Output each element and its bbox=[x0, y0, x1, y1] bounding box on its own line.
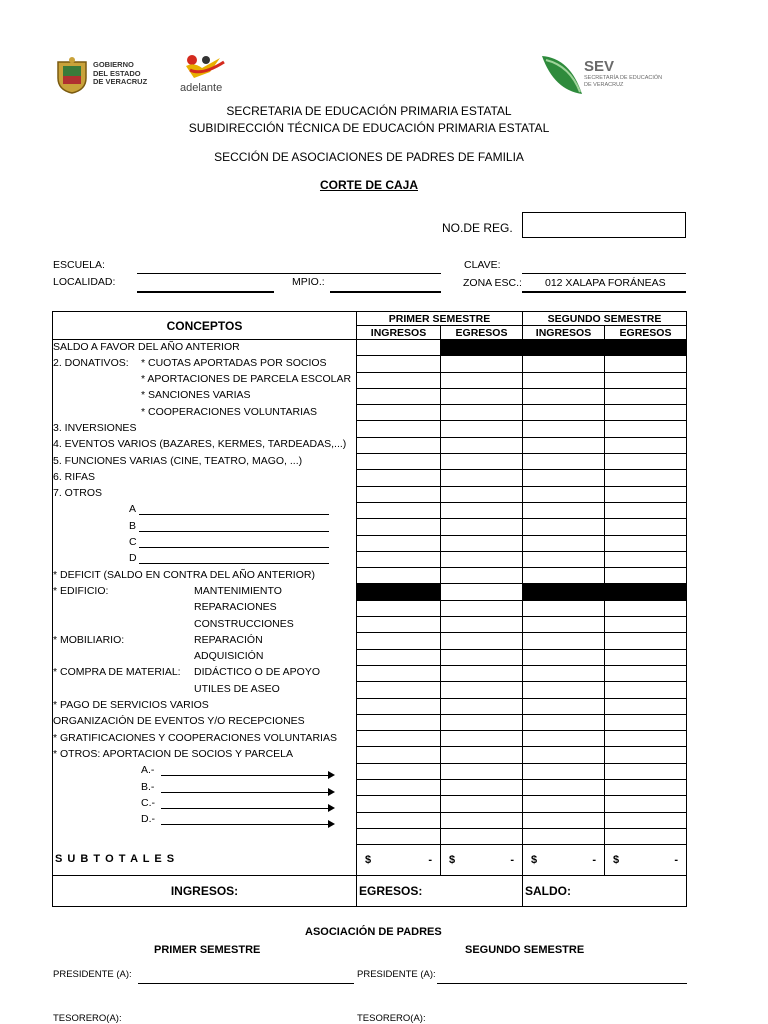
concept-sublabel: * APORTACIONES DE PARCELA ESCOLAR bbox=[141, 373, 352, 386]
concept-cell bbox=[53, 486, 357, 502]
concept-cell bbox=[53, 535, 357, 551]
amount-cell[interactable] bbox=[605, 714, 687, 730]
sev-logo bbox=[540, 52, 680, 98]
amount-cell[interactable] bbox=[523, 405, 605, 421]
amount-cell[interactable] bbox=[523, 649, 605, 665]
table-row bbox=[53, 502, 687, 518]
option-letter: C bbox=[129, 536, 137, 549]
amount-cell[interactable] bbox=[357, 731, 441, 747]
concept-cell bbox=[53, 747, 357, 763]
amount-cell[interactable] bbox=[357, 747, 441, 763]
amount-cell[interactable] bbox=[357, 780, 441, 796]
no-reg-label: NO.DE REG. bbox=[442, 221, 513, 235]
amount-cell[interactable] bbox=[605, 502, 687, 518]
presidente-label-1: PRESIDENTE (A): bbox=[53, 969, 132, 980]
ingresos-header-2: INGRESOS bbox=[523, 326, 605, 340]
amount-cell[interactable] bbox=[357, 617, 441, 633]
option-letter: B.- bbox=[141, 780, 155, 793]
amount-cell[interactable] bbox=[441, 682, 523, 698]
amount-cell[interactable] bbox=[605, 747, 687, 763]
table-row bbox=[53, 665, 687, 681]
clave-field[interactable] bbox=[522, 273, 686, 274]
amount-cell[interactable] bbox=[357, 682, 441, 698]
subtotal-value: - bbox=[674, 854, 678, 867]
amount-cell[interactable] bbox=[605, 763, 687, 779]
saldo-total-label: SALDO: bbox=[523, 876, 687, 907]
amount-cell[interactable] bbox=[357, 470, 441, 486]
amount-cell[interactable] bbox=[523, 568, 605, 584]
amount-cell[interactable] bbox=[523, 812, 605, 828]
option-letter: D bbox=[129, 552, 137, 565]
concept-cell bbox=[53, 714, 357, 730]
concept-label: 6. RIFAS bbox=[53, 470, 96, 483]
amount-cell[interactable] bbox=[523, 470, 605, 486]
amount-cell[interactable] bbox=[605, 568, 687, 584]
amount-cell[interactable] bbox=[523, 617, 605, 633]
concept-label: 5. FUNCIONES VARIAS (CINE, TEATRO, MAGO, ...) bbox=[53, 454, 303, 467]
amount-cell[interactable] bbox=[605, 405, 687, 421]
amount-cell[interactable] bbox=[605, 649, 687, 665]
table-row bbox=[53, 551, 687, 567]
amount-cell[interactable] bbox=[357, 698, 441, 714]
amount-cell[interactable] bbox=[441, 731, 523, 747]
amount-cell[interactable] bbox=[441, 665, 523, 681]
option-letter: C.- bbox=[141, 796, 155, 809]
amount-cell[interactable] bbox=[441, 340, 523, 356]
mpio-label: MPIO.: bbox=[292, 276, 325, 288]
zona-value: 012 XALAPA FORÁNEAS bbox=[545, 277, 666, 289]
concept-label: ORGANIZACIÓN DE EVENTOS Y/O RECEPCIONES bbox=[53, 715, 305, 728]
table-row bbox=[53, 731, 687, 747]
amount-cell[interactable] bbox=[357, 535, 441, 551]
amount-cell[interactable] bbox=[357, 388, 441, 404]
localidad-field[interactable] bbox=[137, 291, 274, 293]
table-row bbox=[53, 372, 687, 388]
amount-cell[interactable] bbox=[523, 502, 605, 518]
zona-label: ZONA ESC.: bbox=[463, 277, 522, 289]
concept-label: * EDIFICIO: bbox=[53, 584, 109, 597]
amount-cell[interactable] bbox=[441, 535, 523, 551]
zona-field[interactable] bbox=[522, 291, 686, 293]
concept-cell bbox=[53, 698, 357, 714]
concept-cell bbox=[53, 340, 357, 356]
amount-cell[interactable] bbox=[523, 519, 605, 535]
option-letter: B bbox=[129, 519, 137, 532]
amount-cell[interactable] bbox=[357, 437, 441, 453]
amount-cell[interactable] bbox=[441, 372, 523, 388]
amount-cell[interactable] bbox=[357, 372, 441, 388]
escuela-label: ESCUELA: bbox=[53, 259, 105, 271]
table-row bbox=[53, 796, 687, 812]
adelante-figure-icon bbox=[180, 52, 230, 82]
amount-cell[interactable] bbox=[605, 698, 687, 714]
concept-label: SALDO A FAVOR DEL AÑO ANTERIOR bbox=[53, 341, 240, 353]
table-row bbox=[53, 698, 687, 714]
concept-sublabel: * COOPERACIONES VOLUNTARIAS bbox=[141, 405, 318, 418]
egresos-header-2: EGRESOS bbox=[605, 326, 687, 340]
table-row bbox=[53, 682, 687, 698]
sev-sub-2: DE VERACRUZ bbox=[584, 81, 624, 88]
amount-cell[interactable] bbox=[523, 551, 605, 567]
concept-cell bbox=[53, 356, 357, 372]
amount-cell[interactable] bbox=[441, 633, 523, 649]
table-row bbox=[53, 780, 687, 796]
concept-label: * GRATIFICACIONES Y COOPERACIONES VOLUNTARIAS bbox=[53, 731, 337, 744]
amount-cell[interactable] bbox=[357, 796, 441, 812]
concept-label: 2. DONATIVOS: bbox=[53, 356, 129, 369]
amount-cell[interactable] bbox=[357, 714, 441, 730]
concept-cell bbox=[53, 519, 357, 535]
option-line[interactable] bbox=[139, 563, 329, 564]
concept-cell bbox=[53, 454, 357, 470]
amount-cell[interactable] bbox=[357, 454, 441, 470]
amount-cell[interactable] bbox=[523, 828, 605, 844]
amount-cell[interactable] bbox=[357, 828, 441, 844]
egresos-header-1: EGRESOS bbox=[441, 326, 523, 340]
amount-cell[interactable] bbox=[357, 763, 441, 779]
concept-sublabel: MANTENIMIENTO bbox=[194, 584, 282, 597]
amount-cell[interactable] bbox=[357, 551, 441, 567]
amount-cell[interactable] bbox=[357, 649, 441, 665]
table-row bbox=[53, 454, 687, 470]
concept-cell bbox=[53, 682, 357, 698]
adelante-logo bbox=[178, 52, 238, 96]
table-row bbox=[53, 812, 687, 828]
amount-cell[interactable] bbox=[441, 502, 523, 518]
amount-cell[interactable] bbox=[441, 388, 523, 404]
concept-cell bbox=[53, 649, 357, 665]
amount-cell[interactable] bbox=[605, 486, 687, 502]
amount-cell[interactable] bbox=[357, 519, 441, 535]
amount-cell[interactable] bbox=[523, 437, 605, 453]
header-line-1: SECRETARIA DE EDUCACIÓN PRIMARIA ESTATAL bbox=[226, 104, 512, 118]
concept-sublabel: * CUOTAS APORTADAS POR SOCIOS bbox=[141, 356, 327, 369]
amount-cell[interactable] bbox=[357, 340, 441, 356]
amount-cell[interactable] bbox=[605, 633, 687, 649]
concept-sublabel: CONSTRUCCIONES bbox=[194, 617, 294, 630]
localidad-label: LOCALIDAD: bbox=[53, 276, 116, 288]
concept-label: * DEFICIT (SALDO EN CONTRA DEL AÑO ANTERIOR) bbox=[53, 568, 315, 581]
concept-cell bbox=[53, 780, 357, 796]
amount-cell[interactable] bbox=[441, 584, 523, 600]
amount-cell[interactable] bbox=[441, 470, 523, 486]
concept-cell bbox=[53, 828, 357, 844]
option-letter: A bbox=[129, 503, 137, 516]
concept-label: 3. INVERSIONES bbox=[53, 421, 137, 434]
amount-cell[interactable] bbox=[357, 486, 441, 502]
concept-cell bbox=[53, 600, 357, 616]
table-row bbox=[53, 617, 687, 633]
amount-cell[interactable] bbox=[357, 600, 441, 616]
table-row bbox=[53, 763, 687, 779]
gobierno-text-2: DEL ESTADO bbox=[93, 68, 141, 78]
amount-cell[interactable] bbox=[441, 568, 523, 584]
amount-cell[interactable] bbox=[523, 780, 605, 796]
header-line-2: SUBIDIRECCIÓN TÉCNICA DE EDUCACIÓN PRIMARIA ESTATAL bbox=[188, 121, 550, 135]
concept-cell bbox=[53, 633, 357, 649]
amount-cell[interactable] bbox=[441, 486, 523, 502]
amount-cell[interactable] bbox=[605, 388, 687, 404]
concept-cell bbox=[53, 388, 357, 404]
sev-sub-1: SECRETARÍA DE EDUCACIÓN bbox=[584, 75, 663, 81]
amount-cell[interactable] bbox=[441, 714, 523, 730]
concept-label: * MOBILIARIO: bbox=[53, 633, 125, 646]
amount-cell[interactable] bbox=[605, 780, 687, 796]
ingresos-header-1: INGRESOS bbox=[357, 326, 441, 340]
table-row bbox=[53, 340, 687, 356]
footer-primer-semestre: PRIMER SEMESTRE bbox=[154, 944, 261, 956]
footer-segundo-semestre: SEGUNDO SEMESTRE bbox=[465, 944, 585, 956]
currency-symbol: $ bbox=[365, 854, 372, 867]
amount-cell[interactable] bbox=[605, 600, 687, 616]
amount-cell[interactable] bbox=[357, 584, 441, 600]
concept-sublabel: REPARACIÓN bbox=[194, 633, 263, 646]
amount-cell[interactable] bbox=[441, 812, 523, 828]
amount-cell[interactable] bbox=[523, 796, 605, 812]
amount-cell[interactable] bbox=[441, 437, 523, 453]
gobierno-logo bbox=[54, 56, 164, 94]
table-row bbox=[53, 747, 687, 763]
escuela-field[interactable] bbox=[137, 273, 441, 274]
amount-cell[interactable] bbox=[357, 812, 441, 828]
primer-semestre-header: PRIMER SEMESTRE bbox=[357, 312, 523, 326]
concept-label: * OTROS: APORTACION DE SOCIOS Y PARCELA bbox=[53, 747, 294, 760]
amount-cell[interactable] bbox=[605, 470, 687, 486]
concept-cell bbox=[53, 763, 357, 779]
amount-cell[interactable] bbox=[605, 372, 687, 388]
concept-sublabel: UTILES DE ASEO bbox=[194, 682, 280, 695]
table-row bbox=[53, 470, 687, 486]
subtotal-egresos-2 bbox=[605, 845, 687, 876]
concept-cell bbox=[53, 421, 357, 437]
gobierno-text-3: DE VERACRUZ bbox=[93, 77, 148, 86]
amount-cell[interactable] bbox=[605, 551, 687, 567]
option-line[interactable] bbox=[139, 514, 329, 515]
amount-cell[interactable] bbox=[441, 519, 523, 535]
amount-cell[interactable] bbox=[605, 454, 687, 470]
amount-cell[interactable] bbox=[605, 519, 687, 535]
amount-cell[interactable] bbox=[357, 405, 441, 421]
presidente-label-2: PRESIDENTE (A): bbox=[357, 969, 436, 980]
amount-cell[interactable] bbox=[441, 649, 523, 665]
amount-cell[interactable] bbox=[441, 780, 523, 796]
arrow-line-icon bbox=[161, 808, 333, 809]
amount-cell[interactable] bbox=[441, 454, 523, 470]
subtotales-label: S U B T O T A L E S bbox=[55, 852, 176, 865]
concept-sublabel: ADQUISICIÓN bbox=[194, 650, 264, 663]
concept-cell bbox=[53, 812, 357, 828]
amount-cell[interactable] bbox=[523, 584, 605, 600]
gobierno-text-1: GOBIERNO bbox=[93, 60, 134, 69]
subtotal-value: - bbox=[510, 854, 514, 867]
subtotal-egresos-1 bbox=[441, 845, 523, 876]
amount-cell[interactable] bbox=[605, 682, 687, 698]
subtotales-cell bbox=[53, 845, 357, 876]
currency-symbol: $ bbox=[613, 854, 620, 867]
table-row bbox=[53, 649, 687, 665]
concept-sublabel: * SANCIONES VARIAS bbox=[141, 389, 251, 402]
amount-cell[interactable] bbox=[605, 356, 687, 372]
table-row bbox=[53, 405, 687, 421]
option-line[interactable] bbox=[139, 547, 329, 548]
option-letter: D.- bbox=[141, 813, 155, 826]
amount-cell[interactable] bbox=[441, 763, 523, 779]
amount-cell[interactable] bbox=[605, 535, 687, 551]
conceptos-header: CONCEPTOS bbox=[53, 312, 357, 340]
amount-cell[interactable] bbox=[523, 633, 605, 649]
amount-cell[interactable] bbox=[523, 486, 605, 502]
amount-cell[interactable] bbox=[605, 584, 687, 600]
table-row bbox=[53, 568, 687, 584]
table-row bbox=[53, 356, 687, 372]
amount-cell[interactable] bbox=[357, 665, 441, 681]
amount-cell[interactable] bbox=[441, 551, 523, 567]
veracruz-shield-icon bbox=[54, 56, 90, 94]
no-reg-input[interactable] bbox=[522, 212, 686, 238]
amount-cell[interactable] bbox=[441, 828, 523, 844]
concept-sublabel: DIDÁCTICO O DE APOYO bbox=[194, 666, 321, 679]
amount-cell[interactable] bbox=[441, 600, 523, 616]
sev-leaf-icon bbox=[540, 52, 584, 96]
amount-cell[interactable] bbox=[605, 421, 687, 437]
amount-cell[interactable] bbox=[523, 665, 605, 681]
table-row bbox=[53, 519, 687, 535]
table-row bbox=[53, 714, 687, 730]
table-row bbox=[53, 486, 687, 502]
arrow-line-icon bbox=[161, 792, 333, 793]
amount-cell[interactable] bbox=[523, 388, 605, 404]
amount-cell[interactable] bbox=[523, 682, 605, 698]
amount-cell[interactable] bbox=[523, 340, 605, 356]
arrow-line-icon bbox=[161, 775, 333, 776]
concept-cell bbox=[53, 731, 357, 747]
concept-cell bbox=[53, 405, 357, 421]
concept-cell bbox=[53, 470, 357, 486]
amount-cell[interactable] bbox=[523, 535, 605, 551]
amount-cell[interactable] bbox=[605, 828, 687, 844]
amount-cell[interactable] bbox=[605, 437, 687, 453]
concept-cell bbox=[53, 617, 357, 633]
concept-label: 7. OTROS bbox=[53, 487, 103, 500]
table-row bbox=[53, 633, 687, 649]
concept-label: * PAGO DE SERVICIOS VARIOS bbox=[53, 699, 209, 712]
header-line-3: SECCIÓN DE ASOCIACIONES DE PADRES DE FAMILIA bbox=[214, 150, 524, 164]
concept-label: * COMPRA DE MATERIAL: bbox=[53, 666, 181, 679]
concept-cell bbox=[53, 551, 357, 567]
currency-symbol: $ bbox=[531, 854, 538, 867]
concept-cell bbox=[53, 437, 357, 453]
amount-cell[interactable] bbox=[441, 617, 523, 633]
concept-cell bbox=[53, 502, 357, 518]
amount-cell[interactable] bbox=[357, 502, 441, 518]
amount-cell[interactable] bbox=[357, 633, 441, 649]
table-row bbox=[53, 421, 687, 437]
concept-cell bbox=[53, 584, 357, 600]
currency-symbol: $ bbox=[449, 854, 456, 867]
amount-cell[interactable] bbox=[523, 714, 605, 730]
amount-cell[interactable] bbox=[605, 812, 687, 828]
amount-cell[interactable] bbox=[605, 340, 687, 356]
amount-cell[interactable] bbox=[441, 356, 523, 372]
concept-cell bbox=[53, 665, 357, 681]
concept-sublabel: REPARACIONES bbox=[194, 601, 277, 614]
amount-cell[interactable] bbox=[441, 747, 523, 763]
amount-cell[interactable] bbox=[605, 731, 687, 747]
clave-label: CLAVE: bbox=[464, 259, 501, 271]
amount-cell[interactable] bbox=[441, 698, 523, 714]
table-row bbox=[53, 535, 687, 551]
amount-cell[interactable] bbox=[605, 665, 687, 681]
table-row bbox=[53, 388, 687, 404]
amount-cell[interactable] bbox=[523, 356, 605, 372]
concept-cell bbox=[53, 796, 357, 812]
asociacion-title: ASOCIACIÓN DE PADRES bbox=[305, 926, 442, 938]
amount-cell[interactable] bbox=[523, 747, 605, 763]
tesorero-label-2: TESORERO(A): bbox=[357, 1013, 426, 1024]
segundo-semestre-header: SEGUNDO SEMESTRE bbox=[523, 312, 687, 326]
subtotal-value: - bbox=[592, 854, 596, 867]
presidente-field-2[interactable] bbox=[437, 983, 687, 984]
option-line[interactable] bbox=[139, 531, 329, 532]
amount-cell[interactable] bbox=[357, 568, 441, 584]
table-row bbox=[53, 828, 687, 844]
subtotal-ingresos-1 bbox=[357, 845, 441, 876]
option-letter: A.- bbox=[141, 764, 155, 777]
amount-cell[interactable] bbox=[441, 405, 523, 421]
arrow-line-icon bbox=[161, 824, 333, 825]
presidente-field-1[interactable] bbox=[138, 983, 354, 984]
amount-cell[interactable] bbox=[357, 356, 441, 372]
amount-cell[interactable] bbox=[523, 421, 605, 437]
tesorero-label-1: TESORERO(A): bbox=[53, 1013, 122, 1024]
amount-cell[interactable] bbox=[605, 796, 687, 812]
amount-cell[interactable] bbox=[441, 796, 523, 812]
amount-cell[interactable] bbox=[357, 421, 441, 437]
amount-cell[interactable] bbox=[523, 731, 605, 747]
page-title: CORTE DE CAJA bbox=[319, 178, 418, 192]
amount-cell[interactable] bbox=[523, 372, 605, 388]
amount-cell[interactable] bbox=[523, 454, 605, 470]
sev-title: SEV bbox=[584, 58, 615, 75]
table-row bbox=[53, 600, 687, 616]
adelante-text: adelante bbox=[180, 82, 223, 94]
amount-cell[interactable] bbox=[605, 617, 687, 633]
concept-cell bbox=[53, 568, 357, 584]
egresos-total-label: EGRESOS: bbox=[357, 876, 523, 907]
concept-label: 4. EVENTOS VARIOS (BAZARES, KERMES, TARDEADAS,...) bbox=[53, 438, 347, 451]
cash-table bbox=[52, 311, 687, 907]
amount-cell[interactable] bbox=[523, 698, 605, 714]
amount-cell[interactable] bbox=[523, 600, 605, 616]
mpio-field[interactable] bbox=[330, 291, 441, 293]
subtotal-ingresos-2 bbox=[523, 845, 605, 876]
ingresos-total-label: INGRESOS: bbox=[53, 876, 357, 907]
concept-cell bbox=[53, 372, 357, 388]
subtotal-value: - bbox=[428, 854, 432, 867]
table-row bbox=[53, 437, 687, 453]
amount-cell[interactable] bbox=[441, 421, 523, 437]
amount-cell[interactable] bbox=[523, 763, 605, 779]
table-row bbox=[53, 584, 687, 600]
